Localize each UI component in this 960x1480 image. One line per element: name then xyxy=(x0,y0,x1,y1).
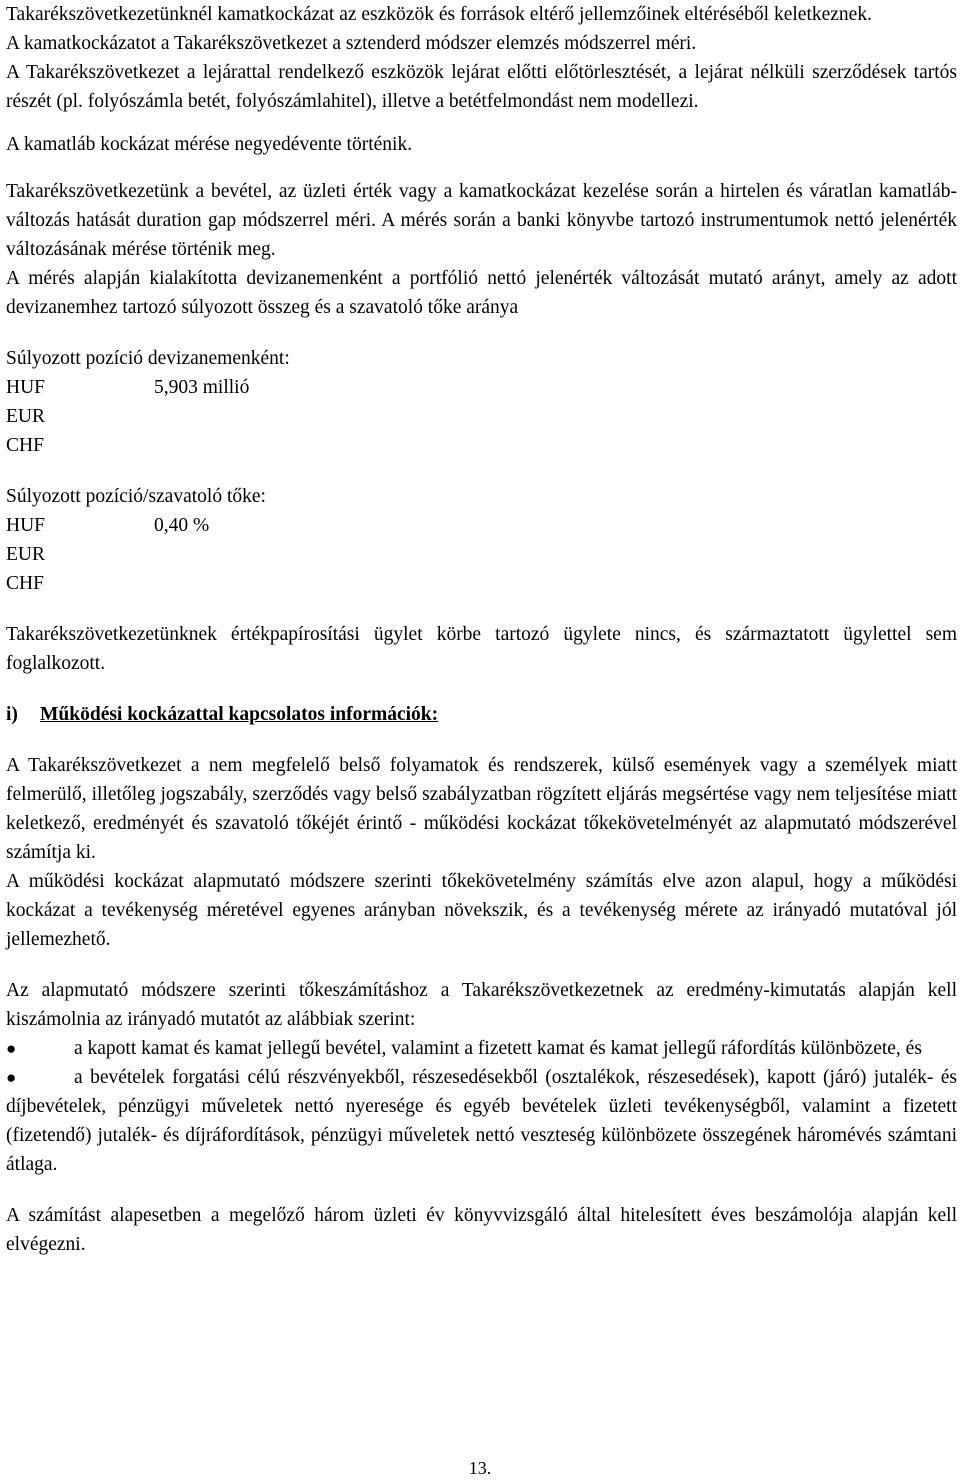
weighted-ratio-row xyxy=(6,540,957,569)
currency-label: EUR xyxy=(6,406,45,427)
measurement-paragraph-2: A mérés alapján kialakította devizanemenként a portfólió nettó jelenérték változását mutató arányt, amely az adott devizanemhez tartozó súlyozott összeg és a szavatoló tőke aránya xyxy=(6,268,957,318)
weighted-position-row xyxy=(6,431,957,460)
bullet-item xyxy=(6,1034,957,1063)
intro-paragraph-2: A kamatkockázatot a Takarékszövetkezet a sztenderd módszer elemzés módszerrel méri. xyxy=(6,33,697,54)
weighted-ratio-row xyxy=(6,511,957,540)
bullet-item xyxy=(6,1063,957,1179)
currency-value: 5,903 millió xyxy=(154,377,250,398)
weighted-position-block xyxy=(6,344,957,460)
bullet-dot-icon: ● xyxy=(6,1068,17,1087)
quarterly-measurement-text: A kamatláb kockázat mérése negyedévente történik. xyxy=(6,134,413,155)
operational-paragraph-2: A működési kockázat alapmutató módszere szerinti tőkekövetelmény számítás elve azon alapul, hogy a működési kockázat a tevékenység méretével egyenes arányban növekszik, és a tevékenység mérete az irányadó mutatóval jól jellemezhető. xyxy=(6,871,957,950)
intro-paragraph-1: Takarékszövetkezetünknél kamatkockázat az eszközök és források eltérő jellemzőinek eltéréséből keletkeznek. xyxy=(6,4,872,25)
closing-paragraph: A számítást alapesetben a megelőző három üzleti év könyvvizsgáló által hitelesített éves beszámolója alapján kell elvégezni. xyxy=(6,1205,957,1255)
bullet-text: a kapott kamat és kamat jellegű bevétel, valamint a fizetett kamat és kamat jellegű ráfordítás különbözete, és xyxy=(74,1038,922,1059)
currency-label: HUF xyxy=(6,515,46,536)
section-title: Működési kockázattal kapcsolatos információk: xyxy=(40,704,439,725)
weighted-ratio-title: Súlyozott pozíció/szavatoló tőke: xyxy=(6,486,266,507)
weighted-position-row xyxy=(6,373,957,402)
currency-label: EUR xyxy=(6,544,45,565)
intro-paragraph-3: A Takarékszövetkezet a lejárattal rendelkező eszközök lejárat előtti előtörlesztését, a lejárat nélküli szerződések tartós részét (pl. folyószámla betét, folyószámlahitel), illetve a betétfelmondást nem modellezi. xyxy=(6,62,957,112)
currency-value: 0,40 % xyxy=(154,515,210,536)
currency-label: HUF xyxy=(6,377,46,398)
bullet-text: a bevételek forgatási célú részvényekből, részesedésekből (osztalékok, részesedések), kapott (járó) jutalék- és díjbevételek, pénzügyi műveletek nettó nyeresége és egyéb bevételek üzleti tevékenységből, valamint a fizetett (fizetendő) jutalék- és díjráfordítások, pénzügyi műveletek nettó veszteség különbözete összegének háromévés számtani átlaga. xyxy=(6,1067,957,1175)
page-number: 13. xyxy=(468,1458,492,1478)
weighted-ratio-block xyxy=(6,482,957,598)
securitization-paragraph: Takarékszövetkezetünknek értékpapírosítási ügylet körbe tartozó ügylete nincs, és származtatott ügylettel sem foglalkozott. xyxy=(6,624,957,674)
weighted-ratio-row xyxy=(6,569,957,598)
currency-label: CHF xyxy=(6,573,44,594)
measurement-paragraph-1: Takarékszövetkezetünk a bevétel, az üzleti érték vagy a kamatkockázat kezelése során a hirtelen és váratlan kamatláb-változás hatását duration gap módszerrel méri. A mérés során a banki könyvbe tartozó instrumentumok nettó jelenérték változásának mérése történik meg. xyxy=(6,181,957,260)
section-number: i) xyxy=(6,704,18,725)
basic-indicator-intro: Az alapmutató módszere szerinti tőkeszámításhoz a Takarékszövetkezetnek az eredmény-kimutatás alapján kell kiszámolnia az irányadó mutatót az alábbiak szerint: xyxy=(6,980,957,1030)
operational-paragraph-1: A Takarékszövetkezet a nem megfelelő belső folyamatok és rendszerek, külső események vagy a személyek miatt felmerülő, illetőleg jogszabály, szerződés vagy belső szabályzatban rögzített eljárás megsértése vagy nem teljesítése miatt keletkező, eredményét és szavatoló tőkéjét érintő - működési kockázat tőkekövetelményét az alapmutató módszerével számítja ki. xyxy=(6,755,957,863)
weighted-position-title: Súlyozott pozíció devizanemenként: xyxy=(6,348,290,369)
document-page xyxy=(6,0,957,1259)
bullet-dot-icon: ● xyxy=(6,1039,17,1058)
section-heading xyxy=(6,700,957,729)
weighted-position-row xyxy=(6,402,957,431)
currency-label: CHF xyxy=(6,435,44,456)
